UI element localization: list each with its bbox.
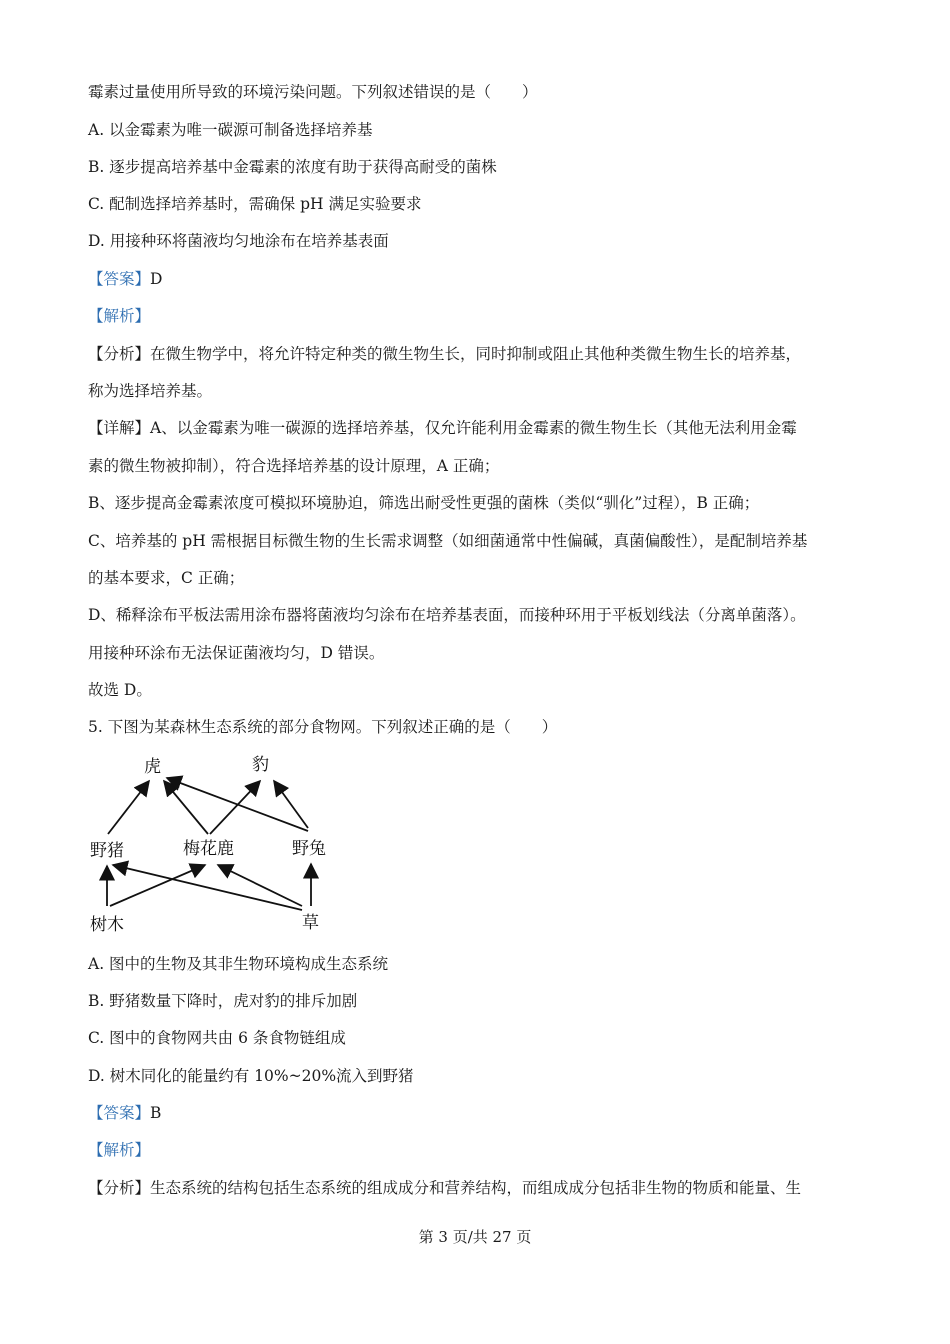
node-grass: 草 xyxy=(302,913,319,933)
q4-stem-tail: 霉素过量使用所导致的环境污染问题。下列叙述错误的是（ ） xyxy=(88,83,538,101)
q4-option-a: A. 以金霉素为唯一碳源可制备选择培养基 xyxy=(88,121,373,139)
fenxi-text: 在微生物学中，将允许特定种类的微生物生长，同时抑制或阻止其他种类微生物生长的培养基， xyxy=(150,345,802,363)
q5-option-b: B. 野猪数量下降时，虎对豹的排斥加剧 xyxy=(88,992,358,1010)
q5-option-c: C. 图中的食物网共由 6 条食物链组成 xyxy=(88,1029,346,1047)
q4-xiangjie-line-5: 的基本要求，C 正确； xyxy=(88,569,245,587)
xiangjie-text: A、以金霉素为唯一碳源的选择培养基，仅允许能利用金霉素的微生物生长（其他无法利用金霉 xyxy=(150,419,797,437)
q4-xiangjie-line-1 xyxy=(88,418,797,438)
q4-xiangjie-line-3: B、逐步提高金霉素浓度可模拟环境胁迫，筛选出耐受性更强的菌株（类似“驯化”过程），B 正确； xyxy=(88,494,760,512)
fenxi-tag: 【分析】 xyxy=(88,1179,151,1197)
q4-option-b: B. 逐步提高培养基中金霉素的浓度有助于获得高耐受的菌株 xyxy=(88,158,497,176)
node-leopard: 豹 xyxy=(252,755,269,775)
q4-xiangjie-line-2: 素的微生物被抑制），符合选择培养基的设计原理，A 正确； xyxy=(88,457,500,475)
q4-xiangjie-line-7: 用接种环涂布无法保证菌液均匀，D 错误。 xyxy=(88,644,385,662)
xiangjie-tag: 【详解】 xyxy=(88,419,151,437)
q4-answer xyxy=(88,269,162,289)
arrow-grass-to-boar xyxy=(113,865,302,910)
answer-value: B xyxy=(150,1104,162,1122)
answer-tag: 【答案】 xyxy=(88,270,151,288)
q5-fenxi-line xyxy=(88,1178,801,1198)
q4-analysis-tag: 【解析】 xyxy=(88,307,151,325)
q5-analysis-tag: 【解析】 xyxy=(88,1141,151,1159)
fenxi-text: 生态系统的结构包括生态系统的组成成分和营养结构，而组成成分包括非生物的物质和能量、生 xyxy=(150,1179,802,1197)
q5-option-d: D. 树木同化的能量约有 10%~20%流入到野猪 xyxy=(88,1067,414,1085)
q4-option-d: D. 用接种环将菌液均匀地涂布在培养基表面 xyxy=(88,232,389,250)
page-footer: 第 3 页/共 27 页 xyxy=(418,1228,532,1246)
q5-option-a: A. 图中的生物及其非生物环境构成生态系统 xyxy=(88,955,389,973)
q5-stem: 5. 下图为某森林生态系统的部分食物网。下列叙述正确的是（ ） xyxy=(88,718,558,736)
answer-tag: 【答案】 xyxy=(88,1104,151,1122)
fenxi-tag: 【分析】 xyxy=(88,345,151,363)
q5-answer xyxy=(88,1103,161,1123)
answer-value: D xyxy=(150,270,163,288)
food-web-diagram xyxy=(80,748,350,938)
q4-xiangjie-line-6: D、稀释涂布平板法需用涂布器将菌液均匀涂布在培养基表面，而接种环用于平板划线法（分离单菌落）。 xyxy=(88,606,806,624)
arrow-deer-to-leopard xyxy=(210,781,260,834)
node-hare: 野兔 xyxy=(292,839,326,859)
arrow-boar-to-tiger xyxy=(108,781,149,834)
arrow-hare-to-tiger xyxy=(167,778,308,831)
node-tree: 树木 xyxy=(90,915,124,935)
q4-option-c: C. 配制选择培养基时，需确保 pH 满足实验要求 xyxy=(88,195,422,213)
arrow-deer-to-tiger xyxy=(164,781,208,834)
node-tiger: 虎 xyxy=(144,757,161,777)
q4-conclusion: 故选 D。 xyxy=(88,681,152,699)
q4-fenxi-line-1 xyxy=(88,344,801,364)
node-deer: 梅花鹿 xyxy=(183,839,234,859)
q4-xiangjie-line-4: C、培养基的 pH 需根据目标微生物的生长需求调整（如细菌通常中性偏碱，真菌偏酸性），是配制培养基 xyxy=(88,532,808,550)
q4-fenxi-line-2: 称为选择培养基。 xyxy=(88,382,213,400)
arrow-tree-to-deer xyxy=(110,865,205,906)
node-boar: 野猪 xyxy=(90,841,124,861)
